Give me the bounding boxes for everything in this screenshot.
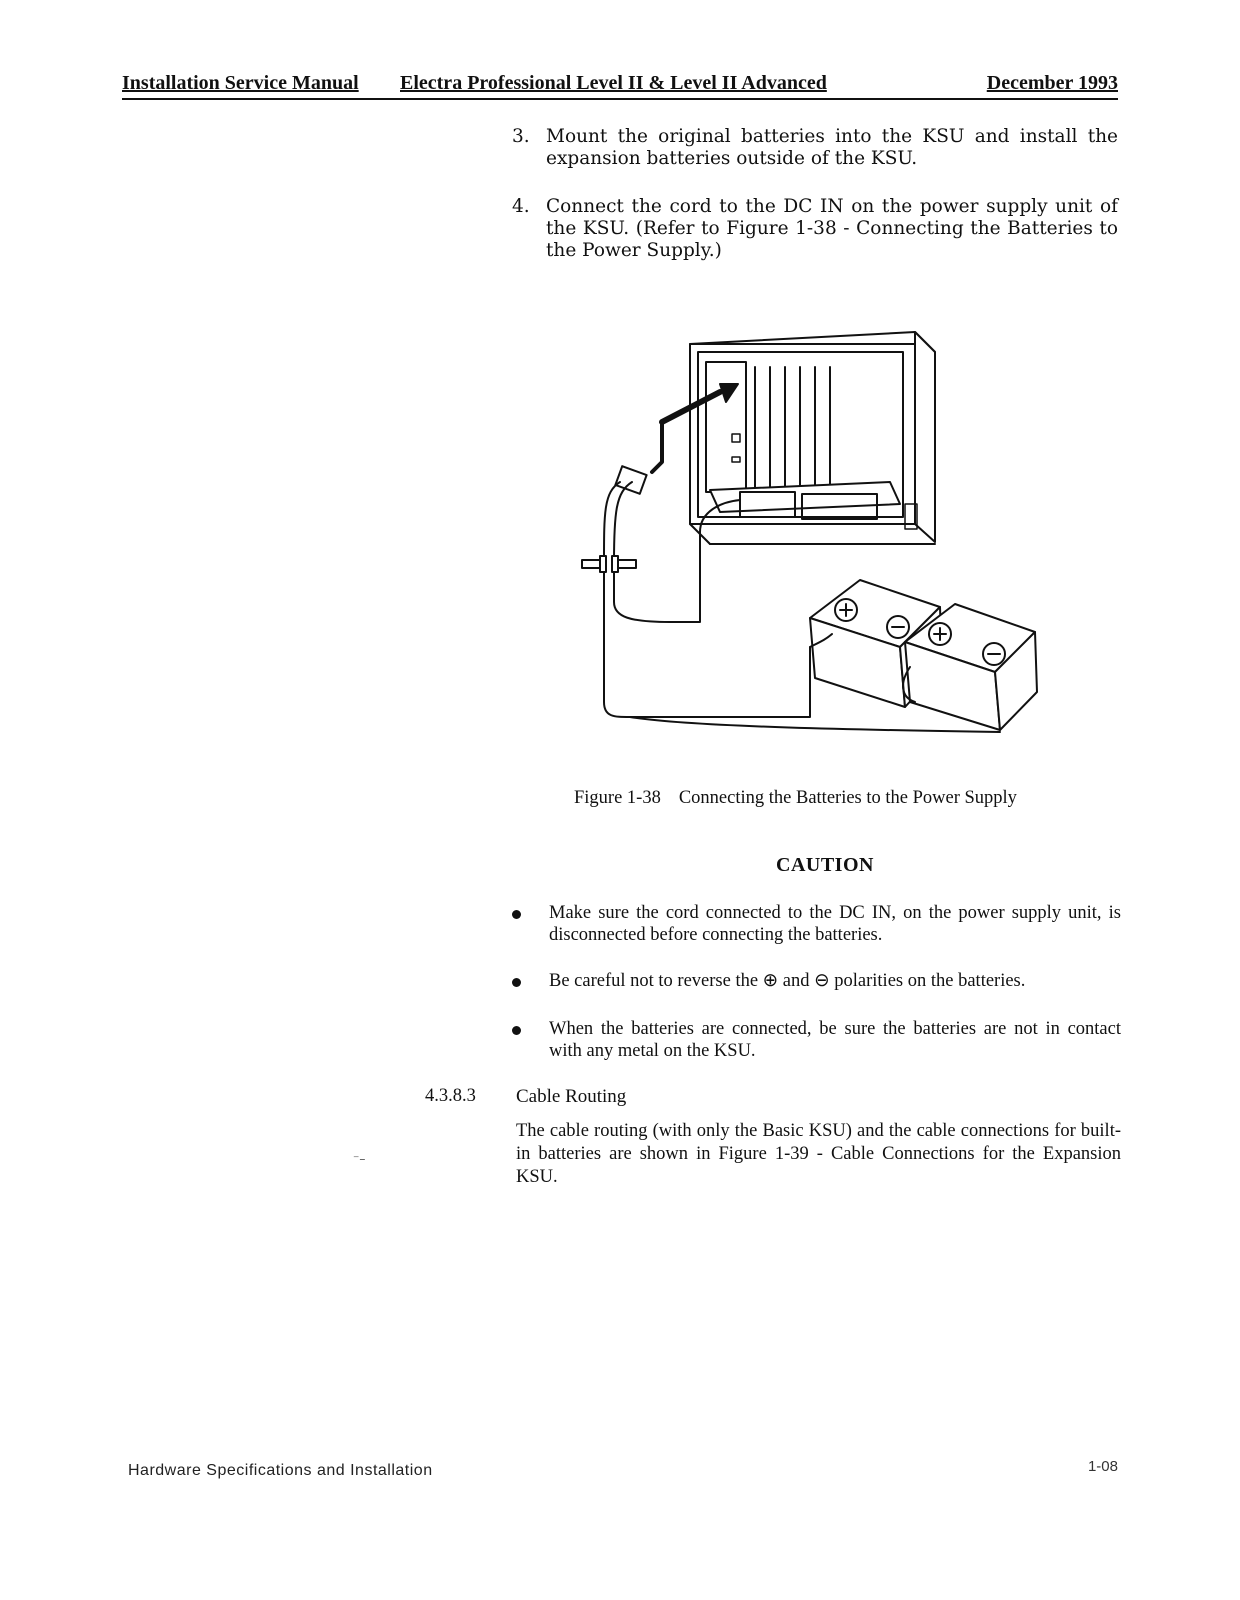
- caution-heading: CAUTION: [776, 854, 874, 876]
- step-4: [512, 196, 1118, 264]
- caution-item: [512, 970, 1122, 994]
- bullet-icon: [512, 910, 521, 919]
- scan-mark: ⁻–: [353, 1152, 366, 1166]
- step-text: Mount the original batteries into the KSU and install the expansion batteries outside of the KSU.: [546, 126, 1118, 169]
- header-date: December 1993: [986, 72, 1118, 94]
- figure-number: Figure 1-38: [574, 788, 661, 808]
- step-3: [512, 126, 1118, 172]
- page-header: [122, 70, 1118, 100]
- caution-item-text: Be careful not to reverse the ⊕ and ⊖ polarities on the batteries.: [549, 971, 1026, 991]
- caution-item-text: Make sure the cord connected to the DC IN, on the power supply unit, is disconnected before connecting the batteries.: [549, 903, 1121, 945]
- section-body: The cable routing (with only the Basic KSU) and the cable connections for built-in batteries are shown in Figure 1-39 - Cable Connections for the Expansion KSU.: [516, 1121, 1121, 1187]
- caution-item: [512, 902, 1122, 948]
- footer-chapter-title: Hardware Specifications and Installation: [128, 1462, 433, 1479]
- step-number: 3.: [512, 126, 530, 147]
- caution-item-text: When the batteries are connected, be sure the batteries are not in contact with any metal on the KSU.: [549, 1019, 1121, 1061]
- footer-page-number: 1-08: [1087, 1458, 1118, 1475]
- section-title: Cable Routing: [516, 1086, 627, 1107]
- bullet-icon: [512, 978, 521, 987]
- step-text: Connect the cord to the DC IN on the power supply unit of the KSU. (Refer to Figure 1-38 - Connecting the Batteries to the Power Supply.): [546, 196, 1118, 261]
- bullet-icon: [512, 1026, 521, 1035]
- caution-item: [512, 1018, 1122, 1064]
- section-number: 4.3.8.3: [425, 1086, 476, 1106]
- figure-caption: [574, 788, 1017, 809]
- header-product-title: Electra Professional Level II & Level II Advanced: [400, 72, 827, 94]
- header-manual-title: Installation Service Manual: [122, 72, 359, 94]
- step-number: 4.: [512, 196, 530, 217]
- figure-caption-text: Connecting the Batteries to the Power Supply: [678, 788, 1017, 808]
- figure-battery-connection-illustration: [570, 322, 1040, 742]
